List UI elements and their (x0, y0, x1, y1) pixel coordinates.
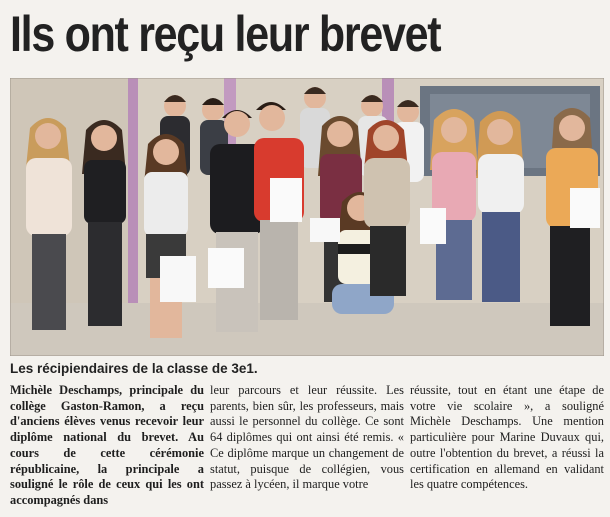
article-column-3: réussite, tout en étant une étape de votre vie scolaire », a souligné Michèle Deschamps. Une mention particulière pour Marine Duvaux qui, outre l'obtention du brevet, a réussi la certification en allemand en validant les quatre compétences. (410, 383, 604, 492)
headline: Ils ont reçu leur brevet (10, 6, 441, 62)
article-column-2: leur parcours et leur réussite. Les parents, bien sûr, les professeurs, mais aussi le personnel du collège. Ce sont 64 diplômes qui ont ainsi été remis. « Ce diplôme marque un changement de statut, puisque de collégien, vous passez à lycéen, il marque votre (210, 383, 404, 492)
group-photo (10, 78, 604, 356)
photo-caption: Les récipiendaires de la classe de 3e1. (10, 361, 258, 376)
group-photo-illustration (10, 78, 604, 356)
article-body (10, 383, 604, 511)
article-column-1: Michèle Deschamps, principale du collège Gaston-Ramon, a reçu d'anciens élèves venus recevoir leur diplôme national du brevet. Au cours de cette cérémonie républicaine, la principale a souligné le rôle de ceux qui les ont accompagnés dans (10, 383, 204, 507)
